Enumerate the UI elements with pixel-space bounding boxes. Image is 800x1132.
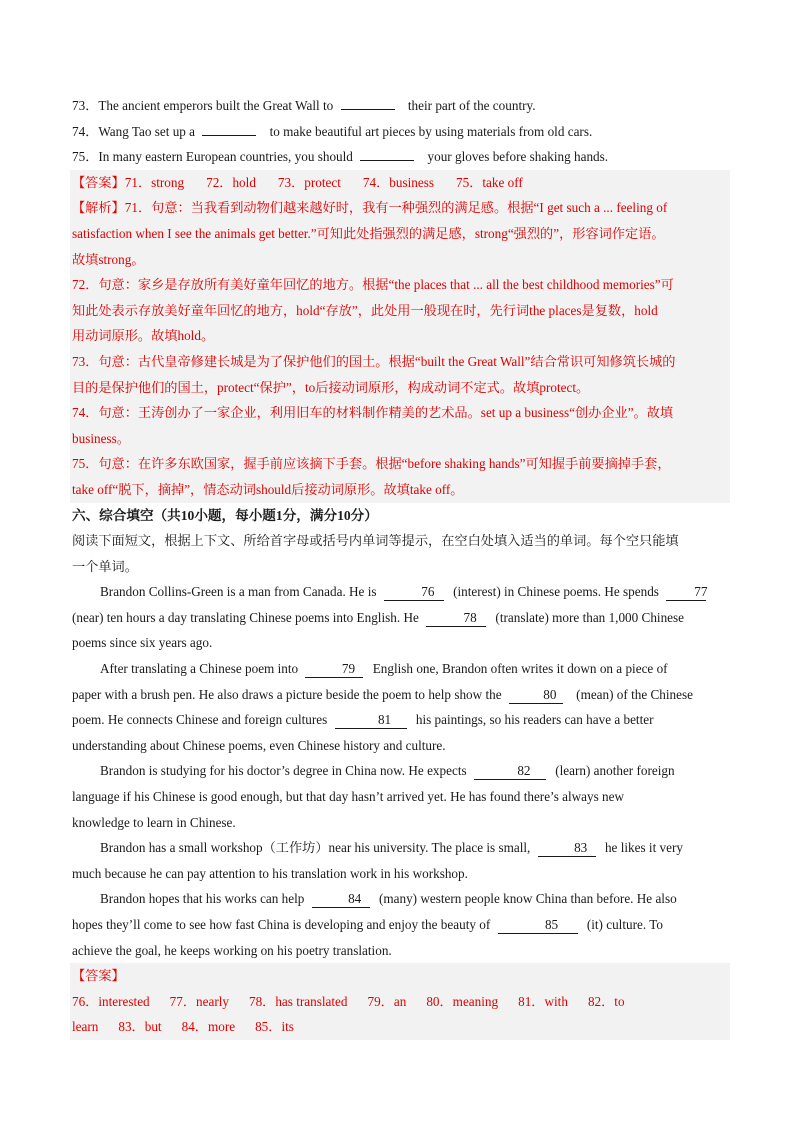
answer-box-76-85 — [70, 963, 730, 1040]
section-instructions: 阅读下面短文，根据上下文、所给首字母或括号内单词等提示，在空白处填入适当的单词。每个空只能填 一个单词。 — [72, 533, 679, 574]
blank-74 — [202, 135, 256, 136]
section-title: 六、综合填空（共10小题，每小题1分，满分10分） — [72, 507, 378, 523]
blank-83: 83 — [538, 839, 596, 857]
document-content — [72, 93, 728, 1040]
explanation-75: 75．句意：在许多东欧国家，握手前应该摘下手套。根据“before shaking hands”可知握手前要摘掉手套， take off“脱下，摘掉”，情态动词should后接动词原形。故填take off。 — [72, 456, 671, 497]
answers-71-75: 【答案】71．strong 72．hold 73．protect 74．business 75．take off — [72, 174, 523, 190]
blank-85: 85 — [498, 916, 578, 934]
blank-81: 81 — [335, 711, 407, 729]
blank-75 — [360, 160, 414, 161]
blank-79: 79 — [305, 660, 363, 678]
answers-label: 【答案】 — [72, 968, 125, 984]
explanation-71: 【解析】71．句意：当我看到动物们越来越好时，我有一种强烈的满足感。根据“I get such a ... feeling of satisfaction when I see the animals get better.”可知此处指强烈的满足感，strong“强烈的”，形容词作定语。 故填strong。 — [72, 200, 668, 267]
passage-paragraph-1: Brandon Collins-Green is a man from Canada. He is 76 (interest) in Chinese poems. He spends 77 (near) ten hours a day translating Chinese poems into English. He 78 (translate) more than 1,000 Chinese poems since six years ago. — [72, 584, 708, 651]
answer-explanation-box — [70, 170, 730, 503]
blank-82: 82 — [474, 762, 546, 780]
explanation-74: 74．句意：王涛创办了一家企业，利用旧车的材料制作精美的艺术品。set up a business“创办企业”。故填 business。 — [72, 405, 674, 446]
explanation-72: 72．句意：家乡是存放所有美好童年回忆的地方。根据“the places that ... all the best childhood memories”可 知此处表示存放美好童年回忆的地方，hold“存放”，此处用一般现在时，先行词the places是复数，hold 用动词原形。故填hold。 — [72, 277, 674, 344]
passage-paragraph-2: After translating a Chinese poem into 79 English one, Brandon often writes it down on a piece of paper with a brush pen. He also draws a picture beside the poem to help show the 80 (mean) of the Chinese poem. He connects Chinese and foreign cultures 81 his paintings, so his readers can have a better understanding about Chinese poems, even Chinese history and culture. — [72, 661, 693, 753]
question-74: 74．Wang Tao set up a to make beautiful art pieces by using materials from old cars. — [72, 123, 593, 139]
blank-73 — [341, 109, 395, 110]
explanation-73: 73．句意：古代皇帝修建长城是为了保护他们的国土。根据“built the Great Wall”结合常识可知修筑长城的 目的是保护他们的国土，protect“保护”，to后接动词原形，构成动词不定式。故填protect。 — [72, 353, 676, 395]
question-75: 75．In many eastern European countries, you should your gloves before shaking hands. — [72, 149, 609, 165]
question-73: 73．The ancient emperors built the Great Wall to their part of the country. — [72, 98, 536, 113]
passage-paragraph-3: Brandon is studying for his doctor’s degree in China now. He expects 82 (learn) another foreign language if his Chinese is good enough, but that day hasn’t arrived yet. He has found there’s always new knowledge to learn in Chinese. — [72, 763, 675, 830]
passage-paragraph-5: Brandon hopes that his works can help 84 (many) western people know China than before. He also hopes they’ll come to see how fast China is developing and enjoy the beauty of 85 (it) culture. To achieve the goal, he keeps working on his poetry translation. — [72, 891, 677, 958]
passage-paragraph-4: Brandon has a small workshop（工作坊）near his university. The place is small, 83 he likes it very much because he can pay attention to his translation work in his workshop. — [72, 840, 683, 881]
blank-78: 78 — [426, 609, 486, 627]
answers-76-85: 76．interested 77．nearly 78．has translated 79．an 80．meaning 81．with 82．to learn 83．but 84．more 85．its — [72, 993, 625, 1035]
blank-76: 76 — [384, 583, 444, 601]
blank-77: 77 — [666, 583, 706, 601]
blank-84: 84 — [312, 890, 370, 908]
blank-80: 80 — [509, 686, 563, 704]
